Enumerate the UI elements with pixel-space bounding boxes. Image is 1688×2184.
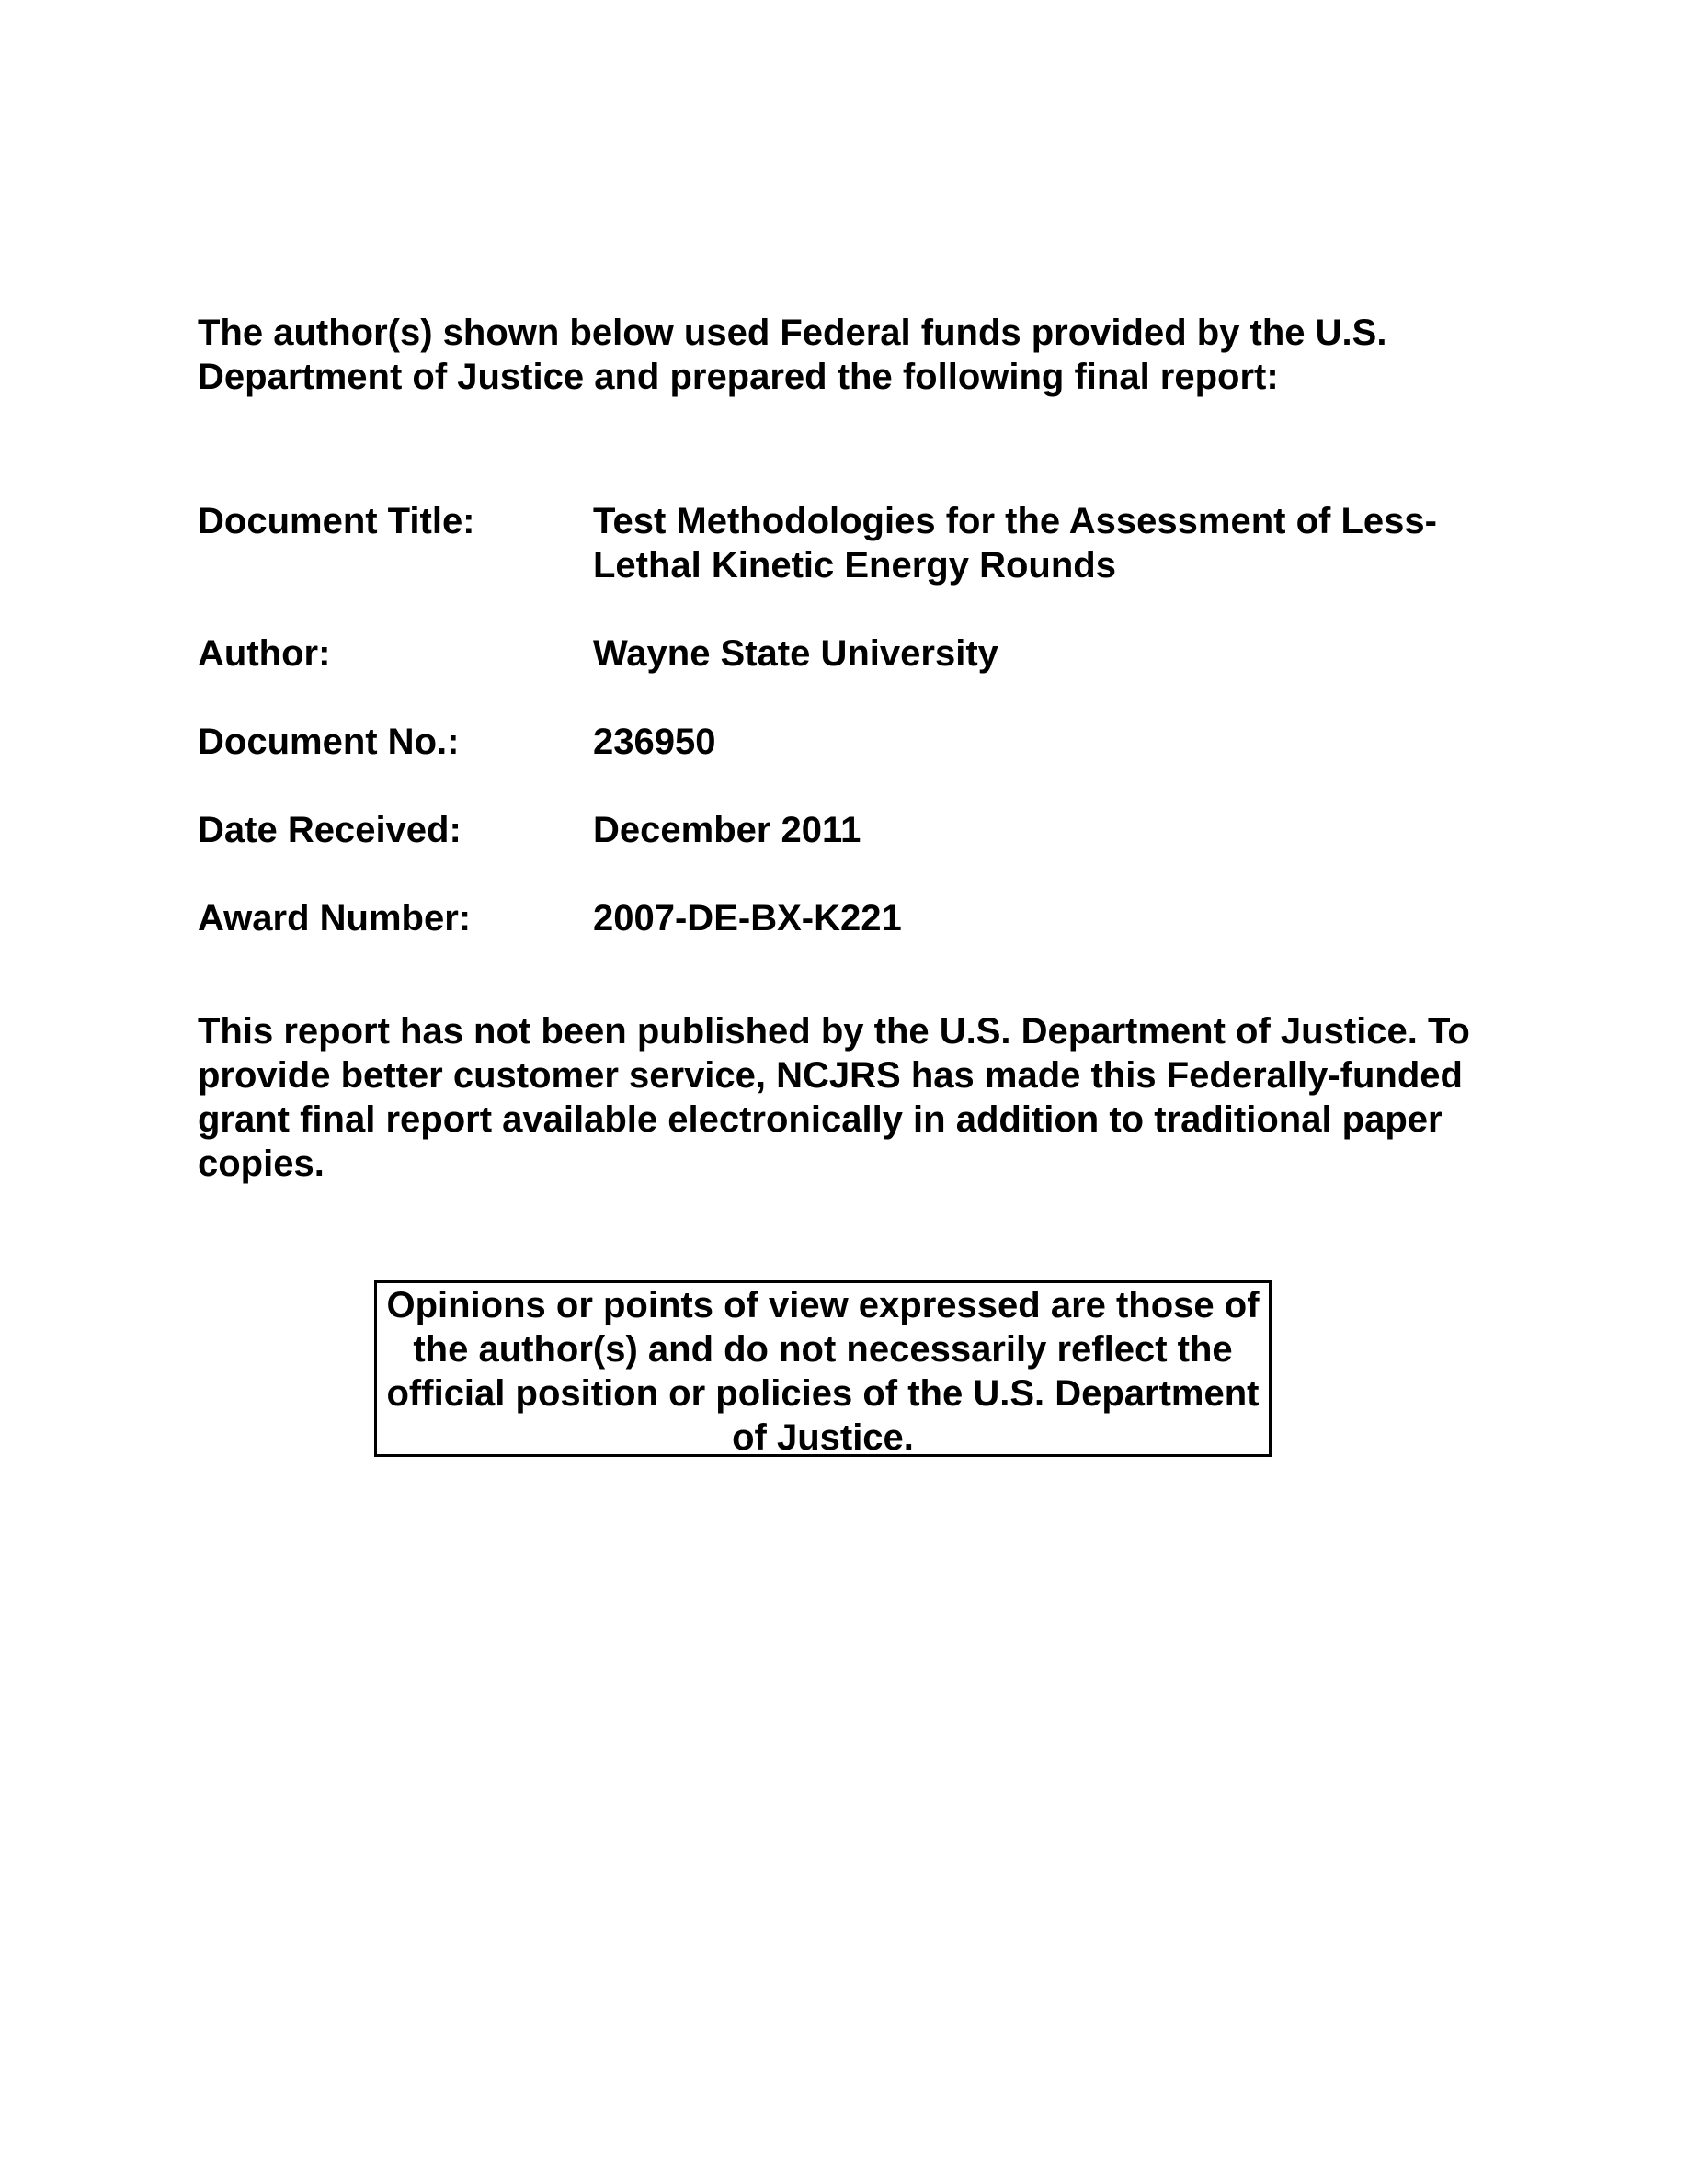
document-fields bbox=[198, 499, 1522, 940]
field-label: Award Number: bbox=[198, 898, 472, 938]
field-label: Author: bbox=[198, 633, 331, 674]
author-value: Wayne State University bbox=[593, 633, 998, 674]
field-row-document-title bbox=[198, 499, 1522, 631]
field-row-document-number bbox=[198, 720, 1522, 808]
date-received-value: December 2011 bbox=[593, 810, 861, 850]
field-label: Date Received: bbox=[198, 810, 462, 850]
field-label: Document No.: bbox=[198, 722, 460, 762]
intro-statement: The author(s) shown below used Federal funds provided by the U.S. Department of Justice and prepared the following final report: bbox=[198, 313, 1387, 397]
document-title-value: Test Methodologies for the Assessment of Less-Lethal Kinetic Energy Rounds bbox=[593, 501, 1437, 586]
document-number-value: 236950 bbox=[593, 722, 716, 762]
field-label: Document Title: bbox=[198, 501, 475, 541]
field-row-award-number bbox=[198, 896, 1522, 940]
award-number-value: 2007-DE-BX-K221 bbox=[593, 898, 902, 938]
field-row-date-received bbox=[198, 808, 1522, 896]
publication-notice: This report has not been published by the U.S. Department of Justice. To provide better customer service, NCJRS has made this Federally-funded grant final report available electronically in addition to traditional paper copies. bbox=[198, 1011, 1470, 1184]
field-row-author bbox=[198, 631, 1522, 720]
disclaimer-box bbox=[374, 1280, 1272, 1457]
disclaimer-text: Opinions or points of view expressed are those of the author(s) and do not necessarily reflect the official position or policies of the U.S. Department of Justice. bbox=[386, 1285, 1260, 1458]
